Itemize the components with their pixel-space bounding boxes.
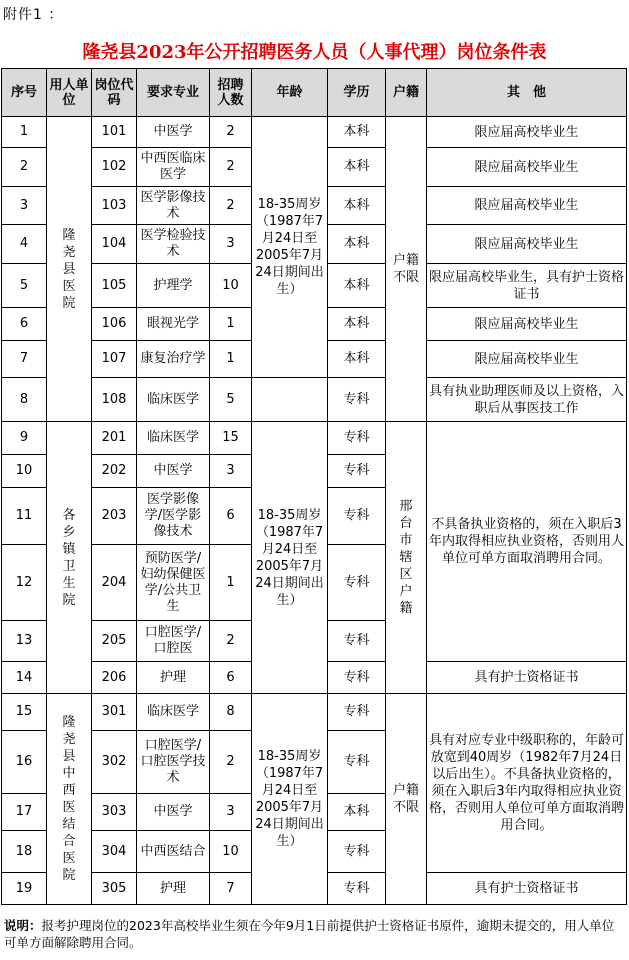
cell-count: 1: [210, 545, 252, 621]
cell-edu: 专科: [328, 545, 386, 621]
table-row: [2, 694, 627, 731]
cell-count: 2: [210, 621, 252, 662]
cell-code: 303: [92, 794, 137, 831]
cell-code: 301: [92, 694, 137, 731]
cell-hukou: 邢台市辖区户籍: [386, 422, 427, 694]
cell-other: 限应届高校毕业生: [427, 187, 627, 225]
cell-major: 眼视光学: [137, 308, 210, 341]
cell-edu: 本科: [328, 225, 386, 264]
page-title: 隆尧县2023年公开招聘医务人员（人事代理）岗位条件表: [82, 42, 547, 63]
cell-code: 204: [92, 545, 137, 621]
cell-count: 2: [210, 117, 252, 148]
cell-count: 6: [210, 488, 252, 545]
cell-other: 限应届高校毕业生: [427, 148, 627, 187]
cell-edu: 专科: [328, 694, 386, 731]
header-other: 其 他: [427, 69, 627, 117]
cell-edu: 本科: [328, 341, 386, 378]
table-header-row: [2, 69, 627, 117]
cell-major: 口腔医学/口腔医: [137, 621, 210, 662]
cell-count: 3: [210, 455, 252, 488]
cell-hukou: 户籍不限: [386, 694, 427, 905]
cell-major: 护理: [137, 873, 210, 905]
cell-edu: 专科: [328, 378, 386, 422]
cell-seq: 1: [2, 117, 47, 148]
cell-seq: 12: [2, 545, 47, 621]
cell-major: 中西医临床医学: [137, 148, 210, 187]
cell-seq: 11: [2, 488, 47, 545]
attachment-label: 附件1 ：: [3, 7, 64, 23]
cell-other: 限应届高校毕业生: [427, 308, 627, 341]
cell-seq: 14: [2, 662, 47, 694]
cell-code: 103: [92, 187, 137, 225]
cell-code: 108: [92, 378, 137, 422]
cell-major: 中医学: [137, 455, 210, 488]
cell-code: 305: [92, 873, 137, 905]
cell-seq: 9: [2, 422, 47, 455]
cell-major: 中医学: [137, 117, 210, 148]
cell-other: 具有护士资格证书: [427, 873, 627, 905]
cell-age-empty: [252, 378, 328, 422]
cell-other: 具有护士资格证书: [427, 662, 627, 694]
cell-major: 预防医学/妇幼保健医学/公共卫生: [137, 545, 210, 621]
table-row: [2, 378, 627, 422]
cell-code: 206: [92, 662, 137, 694]
cell-count: 8: [210, 694, 252, 731]
cell-major: 护理: [137, 662, 210, 694]
cell-edu: 专科: [328, 488, 386, 545]
footnote-text: 报考护理岗位的2023年高校毕业生须在今年9月1日前提供护士资格证书原件，逾期未提交的，用人单位可单方面解除聘用合同。: [4, 918, 615, 950]
cell-seq: 3: [2, 187, 47, 225]
header-age: 年龄: [252, 69, 328, 117]
cell-age: 18-35周岁（1987年7月24日至2005年7月24日期间出生）: [252, 694, 328, 905]
cell-major: 中西医结合: [137, 831, 210, 873]
footnote-label: 说明：: [4, 918, 42, 933]
cell-count: 2: [210, 148, 252, 187]
cell-hukou: 户籍不限: [386, 117, 427, 422]
cell-count: 6: [210, 662, 252, 694]
cell-major: 临床医学: [137, 694, 210, 731]
cell-age: 18-35周岁（1987年7月24日至2005年7月24日期间出生）: [252, 117, 328, 378]
header-major: 要求专业: [137, 69, 210, 117]
cell-age: 18-35周岁（1987年7月24日至2005年7月24日期间出生）: [252, 422, 328, 694]
header-count: 招聘人数: [210, 69, 252, 117]
cell-edu: 本科: [328, 148, 386, 187]
cell-other: 限应届高校毕业生: [427, 341, 627, 378]
cell-other: 限应届高校毕业生: [427, 225, 627, 264]
cell-edu: 本科: [328, 187, 386, 225]
cell-count: 3: [210, 794, 252, 831]
header-unit: 用人单位: [47, 69, 92, 117]
position-table: [1, 68, 627, 905]
cell-major: 临床医学: [137, 378, 210, 422]
cell-count: 7: [210, 873, 252, 905]
cell-code: 201: [92, 422, 137, 455]
cell-other-merged: 不具备执业资格的，须在入职后3年内取得相应执业资格，否则用人单位可单方面取消聘用合同。: [427, 422, 627, 662]
cell-major: 临床医学: [137, 422, 210, 455]
cell-code: 101: [92, 117, 137, 148]
cell-edu: 专科: [328, 662, 386, 694]
cell-code: 302: [92, 731, 137, 794]
cell-seq: 19: [2, 873, 47, 905]
cell-code: 104: [92, 225, 137, 264]
cell-edu: 本科: [328, 794, 386, 831]
cell-edu: 专科: [328, 731, 386, 794]
cell-seq: 2: [2, 148, 47, 187]
cell-code: 203: [92, 488, 137, 545]
cell-code: 304: [92, 831, 137, 873]
cell-seq: 13: [2, 621, 47, 662]
header-seq: 序号: [2, 69, 47, 117]
table-row: [2, 422, 627, 455]
cell-edu: 专科: [328, 621, 386, 662]
header-edu: 学历: [328, 69, 386, 117]
cell-seq: 4: [2, 225, 47, 264]
cell-seq: 8: [2, 378, 47, 422]
cell-unit: 隆尧县中西医结合医院: [47, 694, 92, 905]
cell-other: 具有执业助理医师及以上资格，入职后从事医技工作: [427, 378, 627, 422]
cell-major: 医学检验技术: [137, 225, 210, 264]
cell-seq: 17: [2, 794, 47, 831]
cell-seq: 16: [2, 731, 47, 794]
cell-edu: 专科: [328, 873, 386, 905]
header-hukou: 户籍: [386, 69, 427, 117]
cell-count: 2: [210, 187, 252, 225]
cell-code: 205: [92, 621, 137, 662]
cell-code: 106: [92, 308, 137, 341]
cell-major: 护理学: [137, 264, 210, 308]
cell-count: 1: [210, 308, 252, 341]
cell-other: 限应届高校毕业生: [427, 117, 627, 148]
cell-seq: 6: [2, 308, 47, 341]
cell-unit: 隆尧县医院: [47, 117, 92, 422]
cell-major: 医学影像学/医学影像技术: [137, 488, 210, 545]
cell-edu: 本科: [328, 264, 386, 308]
cell-count: 5: [210, 378, 252, 422]
cell-major: 口腔医学/口腔医学技术: [137, 731, 210, 794]
cell-edu: 专科: [328, 831, 386, 873]
cell-edu: 本科: [328, 117, 386, 148]
cell-code: 105: [92, 264, 137, 308]
cell-edu: 本科: [328, 308, 386, 341]
header-code: 岗位代码: [92, 69, 137, 117]
cell-seq: 5: [2, 264, 47, 308]
cell-seq: 10: [2, 455, 47, 488]
cell-major: 康复治疗学: [137, 341, 210, 378]
cell-code: 107: [92, 341, 137, 378]
cell-seq: 18: [2, 831, 47, 873]
cell-count: 2: [210, 731, 252, 794]
cell-major: 中医学: [137, 794, 210, 831]
cell-other-merged: 具有对应专业中级职称的，年龄可放宽到40周岁（1982年7月24日以后出生）。不具备执业资格的，须在入职后3年内取得相应执业资格，否则用人单位可单方面取消聘用合同。: [427, 694, 627, 873]
cell-count: 10: [210, 264, 252, 308]
cell-edu: 专科: [328, 422, 386, 455]
cell-seq: 7: [2, 341, 47, 378]
table-row: [2, 117, 627, 148]
cell-code: 202: [92, 455, 137, 488]
cell-major: 医学影像技术: [137, 187, 210, 225]
cell-count: 15: [210, 422, 252, 455]
cell-edu: 专科: [328, 455, 386, 488]
cell-seq: 15: [2, 694, 47, 731]
cell-count: 3: [210, 225, 252, 264]
cell-unit: 各乡镇卫生院: [47, 422, 92, 694]
cell-count: 10: [210, 831, 252, 873]
footnote: [4, 917, 626, 951]
cell-count: 1: [210, 341, 252, 378]
cell-code: 102: [92, 148, 137, 187]
cell-other: 限应届高校毕业生，具有护士资格证书: [427, 264, 627, 308]
